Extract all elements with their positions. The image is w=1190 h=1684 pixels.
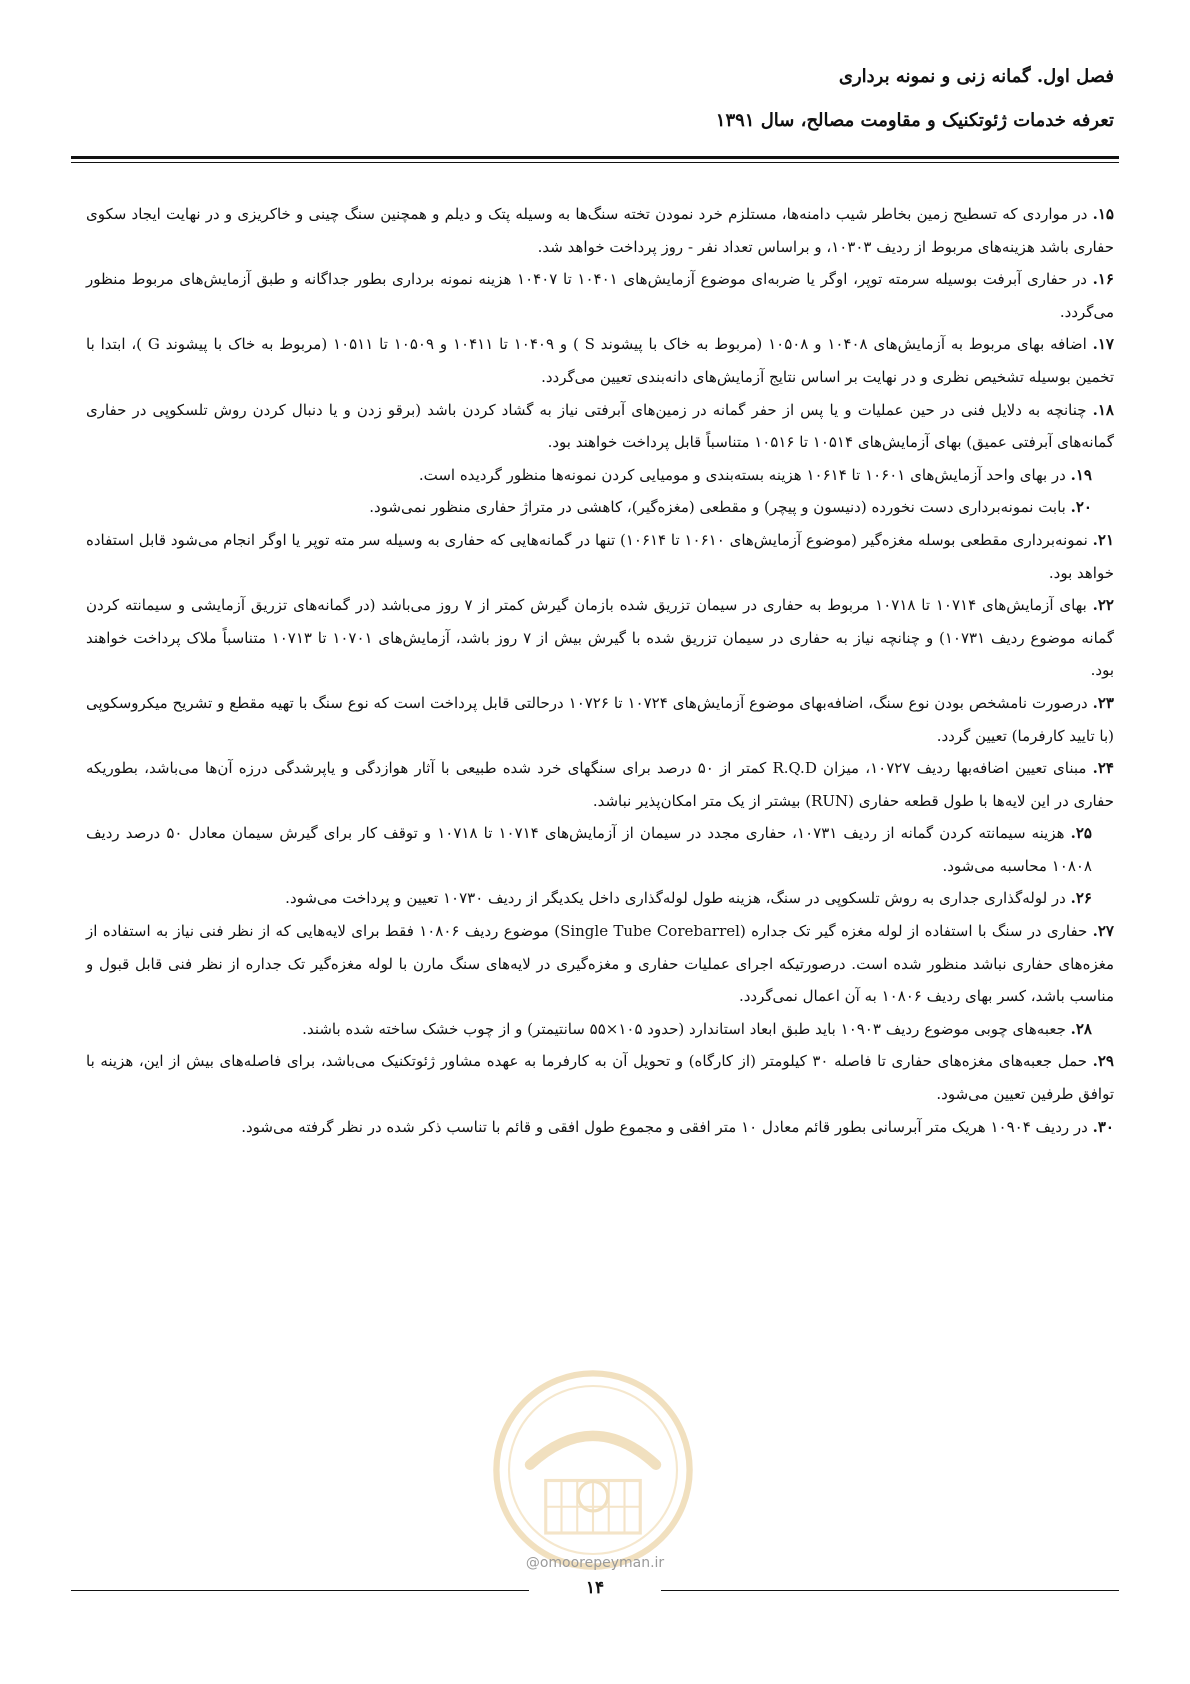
clause-item xyxy=(86,687,1114,752)
header-rule-thin xyxy=(71,162,1119,163)
chapter-title: فصل اول. گمانه زنی و نمونه برداری xyxy=(838,66,1114,87)
clause-text: اضافه بهای مربوط به آزمایش‌های ۱۰۴۰۸ و ۱۰۵۰۸ (مربوط به خاک با پیشوند S ) و ۱۰۴۰۹ تا ۱۰۴۱۱ و ۱۰۵۰۹ تا ۱۰۵۱۱ (مربوط به خاک با پیشوند G )، ابتدا با تخمین بوسیله تشخیص نظری و در نهایت بر اساس نتایج آزمایش‌های دانه‌بندی تعیین می‌گردد. xyxy=(86,335,1114,386)
page-header xyxy=(74,60,1114,138)
clause-text: در لوله‌گذاری جداری به روش تلسکوپی در سنگ، هزینه طول لوله‌گذاری داخل یکدیگر از ردیف ۱۰۷۳۰ تعیین و پرداخت می‌شود. xyxy=(285,889,1066,908)
clause-number: ۲۵. xyxy=(1070,824,1092,843)
clause-number: ۱۸. xyxy=(1092,400,1114,419)
clause-text: مبنای تعیین اضافه‌بها ردیف ۱۰۷۲۷، میزان R.Q.D کمتر از ۵۰ درصد برای سنگهای خرد شده طبیعی با آثار هوازدگی و یاپرشدگی درزه آن‌ها می‌باشد، بطوریکه حفاری در این لایه‌ها با طول قطعه حفاری (RUN) بیشتر از یک متر امکان‌پذیر نباشد. xyxy=(86,759,1114,810)
clause-number: ۲۷. xyxy=(1092,922,1114,941)
clause-item xyxy=(86,752,1114,817)
clause-text: در مواردی که تسطیح زمین بخاطر شیب دامنه‌ها، مستلزم خرد نمودن تخته سنگ‌ها به وسیله پتک و دیلم و همچنین سنگ چینی و خاکریزی و در نهایت ایجاد سکوی حفاری باشد هزینه‌های مربوط از ردیف ۱۰۳۰۳، و براساس تعداد نفر - روز پرداخت خواهد شد. xyxy=(86,205,1114,256)
page-number: ۱۴ xyxy=(585,1578,605,1598)
clause-text: در ردیف ۱۰۹۰۴ هریک متر آبرسانی بطور قائم معادل ۱۰ متر افقی و مجموع طول افقی و قائم با تناسب ذکر شده در نظر گرفته می‌شود. xyxy=(241,1117,1088,1136)
clause-item xyxy=(86,589,1114,687)
clause-number: ۱۷. xyxy=(1092,335,1114,354)
clause-number: ۱۹. xyxy=(1070,465,1092,484)
clause-item xyxy=(86,1045,1114,1110)
clause-number: ۱۵. xyxy=(1092,205,1114,223)
document-title: تعرفه خدمات ژئوتکنیک و مقاومت مصالح، سال ۱۳۹۱ xyxy=(715,110,1114,131)
clause-text: هزینه سیمانته کردن گمانه از ردیف ۱۰۷۳۱، حفاری مجدد در سیمان از آزمایش‌های ۱۰۷۱۴ تا ۱۰۷۱۸ و توقف کار برای گیرش سیمان معادل ۵۰ درصد ردیف ۱۰۸۰۸ محاسبه می‌شود. xyxy=(86,824,1092,875)
clause-item xyxy=(86,1111,1114,1144)
watermark-seal-icon xyxy=(488,1365,698,1575)
clause-item xyxy=(86,882,1114,915)
clause-item xyxy=(86,491,1114,524)
clause-item xyxy=(86,328,1114,393)
clause-item xyxy=(86,198,1114,263)
clause-text: جعبه‌های چوبی موضوع ردیف ۱۰۹۰۳ باید طبق ابعاد استاندارد (حدود ۱۰۵×۵۵ سانتیمتر) و از چوب خشک ساخته شده باشند. xyxy=(302,1019,1066,1038)
clause-number: ۲۴. xyxy=(1092,759,1114,778)
clause-item xyxy=(86,263,1114,328)
clause-number: ۲۳. xyxy=(1092,693,1114,712)
clause-text: حفاری در سنگ با استفاده از لوله مغزه گیر تک جداره (Single Tube Corebarrel) موضوع ردیف ۱۰۸۰۶ فقط برای لایه‌هایی که از نظر فنی نیاز به استفاده از مغزه‌های حفاری نباشد منظور شده است. درصورتیکه اجرای عملیات حفاری و مغزه‌گیری در لایه‌های سنگ مارن با لوله مغزه‌گیر تک جداره از نظر فنی قابل قبول و مناسب باشد، کسر بهای ردیف ۱۰۸۰۶ به آن اعمال نمی‌گردد. xyxy=(86,922,1114,1006)
clause-text: بهای آزمایش‌های ۱۰۷۱۴ تا ۱۰۷۱۸ مربوط به حفاری در سیمان تزریق شده بازمان گیرش کمتر از ۷ روز می‌باشد (در گمانه‌های تزریق آزمایشی و سیمانته کردن گمانه موضوع ردیف ۱۰۷۳۱) و چنانچه نیاز به حفاری در سیمان تزریق شده با گیرش بیش از ۷ روز باشد، آزمایش‌های ۱۰۷۰۱ تا ۱۰۷۱۳ متناسباً ملاک پرداخت خواهند بود. xyxy=(86,596,1114,680)
clause-text: در حفاری آبرفت بوسیله سرمته توپر، اوگر یا ضربه‌ای موضوع آزمایش‌های ۱۰۴۰۱ تا ۱۰۴۰۷ هزینه نمونه برداری بطور جداگانه و طبق آزمایش‌های مربوط منظور می‌گردد. xyxy=(86,270,1114,321)
footer-rule-right xyxy=(661,1590,1119,1591)
clause-text: حمل جعبه‌های مغزه‌های حفاری تا فاصله ۳۰ کیلومتر (از کارگاه) و تحویل آن به کارفرما به عهده مشاور ژئوتکنیک می‌باشد، برای فاصله‌های بیش از این، هزینه با توافق طرفین تعیین می‌شود. xyxy=(86,1052,1114,1104)
body-text xyxy=(86,198,1114,1143)
watermark-site-text: @omoorepeyman.ir xyxy=(525,1555,665,1571)
clause-number: ۱۶. xyxy=(1092,270,1114,289)
clause-number: ۲۱. xyxy=(1092,530,1115,549)
page-footer xyxy=(71,1578,1119,1602)
clause-number: ۲۶. xyxy=(1070,889,1092,908)
clause-text: در بهای واحد آزمایش‌های ۱۰۶۰۱ تا ۱۰۶۱۴ هزینه بسته‌بندی و مومیایی کردن نمونه‌ها منظور گردیده است. xyxy=(418,465,1066,484)
clause-number: ۲۹. xyxy=(1092,1052,1114,1071)
clause-number: ۲۲. xyxy=(1092,596,1114,615)
clause-text: بابت نمونه‌برداری دست نخورده (دنیسون و پیچر) و مقطعی (مغزه‌گیر)، کاهشی در متراژ حفاری منظور نمی‌شود. xyxy=(369,498,1066,517)
clause-text: چنانچه به دلایل فنی در حین عملیات و یا پس از حفر گمانه در زمین‌های آبرفتی نیاز به گشاد کردن باشد (برقو زدن و یا دنبال کردن روش تلسکوپی در حفاری گمانه‌های آبرفتی عمیق) بهای آزمایش‌های ۱۰۵۱۴ تا ۱۰۵۱۶ متناسباً قابل پرداخت خواهند بود. xyxy=(86,400,1114,452)
clause-number: ۲۰. xyxy=(1070,498,1092,517)
clause-text: نمونه‌برداری مقطعی بوسله مغزه‌گیر (موضوع آزمایش‌های ۱۰۶۱۰ تا ۱۰۶۱۴) تنها در گمانه‌هایی که حفاری به وسیله سر مته توپر یا اوگر انجام می‌شود قابل استفاده خواهد بود. xyxy=(86,530,1114,582)
clause-item xyxy=(86,817,1114,882)
clause-item xyxy=(86,1013,1114,1046)
clause-item xyxy=(86,915,1114,1013)
clause-text: درصورت نامشخص بودن نوع سنگ، اضافه‌بهای موضوع آزمایش‌های ۱۰۷۲۴ تا ۱۰۷۲۶ درحالتی قابل پرداخت است که نوع سنگ با تهیه مقطع و تشریح میکروسکوپی (با تایید کارفرما) تعیین گردد. xyxy=(86,693,1114,745)
header-rule-thick xyxy=(71,156,1119,159)
clause-item xyxy=(86,394,1114,459)
clause-item xyxy=(86,524,1114,589)
clause-item xyxy=(86,459,1114,492)
clause-number: ۲۸. xyxy=(1070,1019,1092,1038)
clause-number: ۳۰. xyxy=(1092,1117,1114,1136)
